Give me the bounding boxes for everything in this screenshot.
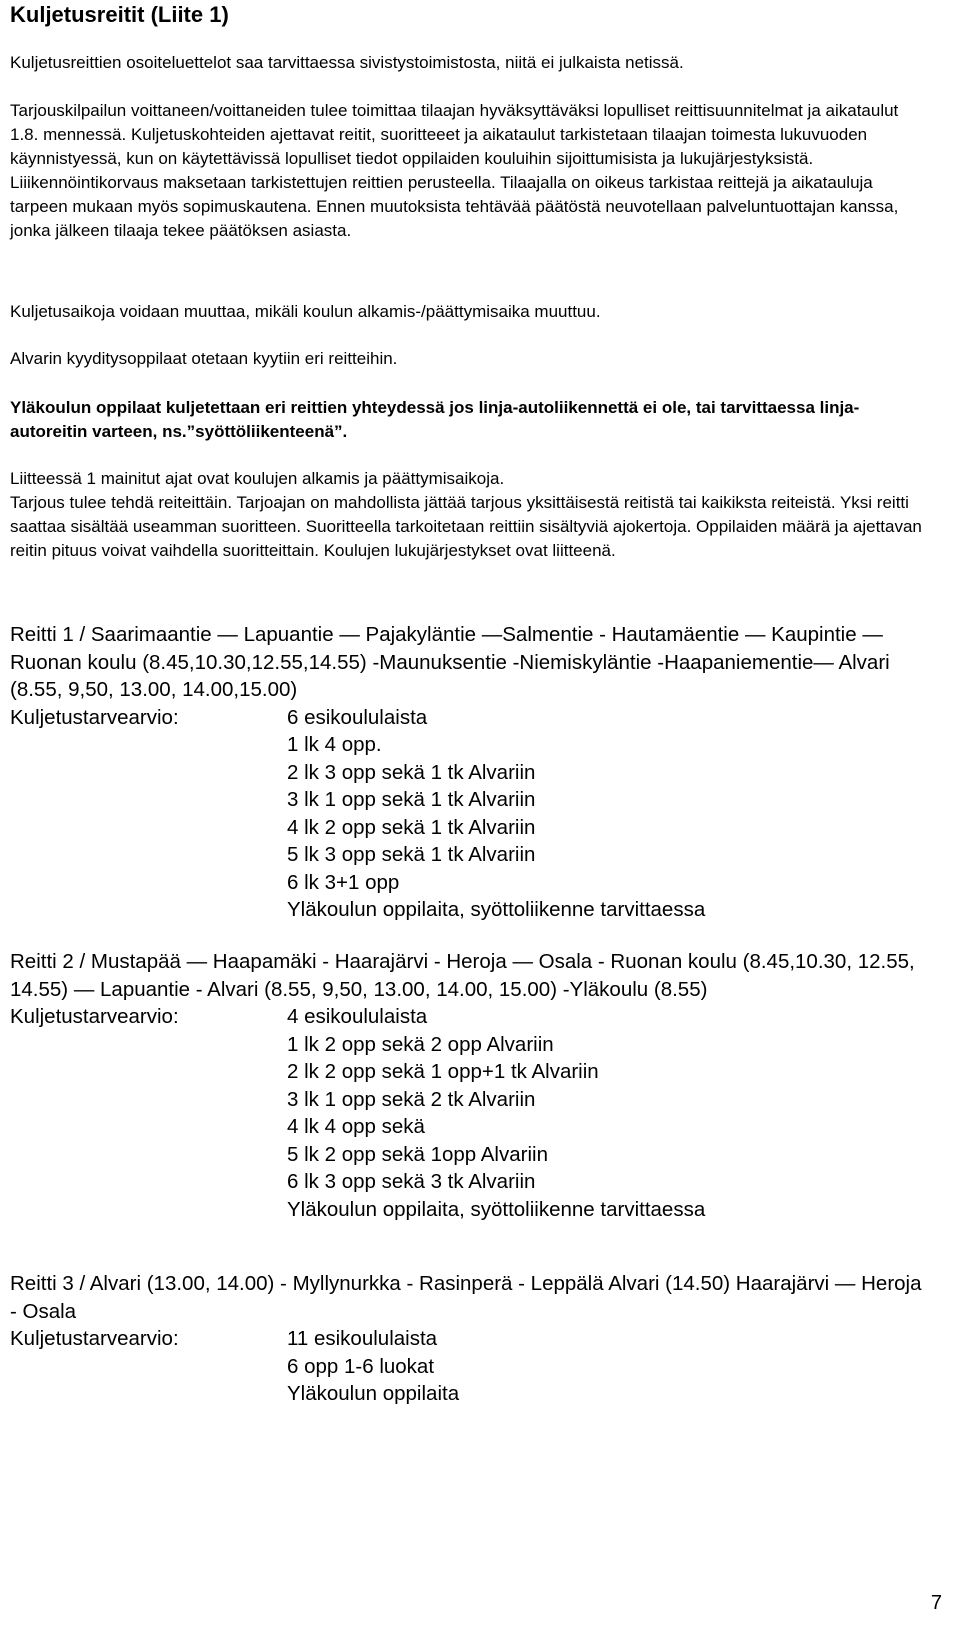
estimate-list xyxy=(287,1325,925,1408)
estimate-item: Yläkoulun oppilaita, syöttoliikenne tarvittaessa xyxy=(287,898,706,921)
route-title: Reitti 2 / Mustapää — Haapamäki - Haarajärvi - Heroja — Osala - Ruonan koulu (8.45,10.30, 12.55, 14.55) — Lapuantie - Alvari (8.55, 9,50, 13.00, 14.00, 15.00) -Yläkoulu (8.55) xyxy=(10,950,915,1001)
estimate-item: 1 lk 4 opp. xyxy=(287,733,382,756)
estimate-label: Kuljetustarvearvio: xyxy=(10,1327,179,1350)
estimate-item: 2 lk 3 opp sekä 1 tk Alvariin xyxy=(287,760,536,784)
estimate-item: 2 lk 2 opp sekä 1 opp+1 tk Alvariin xyxy=(287,1060,599,1083)
estimate-item: 6 lk 3 opp sekä 3 tk Alvariin xyxy=(287,1170,536,1193)
estimate-list xyxy=(287,704,925,924)
estimate-block xyxy=(10,1003,925,1223)
paragraph-alvari: Alvarin kyyditysoppilaat otetaan kyytiin eri reitteihin. xyxy=(10,349,398,368)
estimate-item: 6 lk 3+1 opp xyxy=(287,870,400,894)
route-3 xyxy=(10,1270,925,1408)
estimate-item: 5 lk 3 opp sekä 1 tk Alvariin xyxy=(287,843,536,866)
estimate-item: 3 lk 1 opp sekä 2 tk Alvariin xyxy=(287,1087,536,1111)
paragraph-times-info: Liitteessä 1 mainitut ajat ovat koulujen alkamis ja päättymisaikoja. xyxy=(10,469,505,488)
estimate-block xyxy=(10,704,925,924)
route-1 xyxy=(10,621,925,924)
estimate-item: 3 lk 1 opp sekä 1 tk Alvariin xyxy=(287,788,536,811)
estimate-item: 5 lk 2 opp sekä 1opp Alvariin xyxy=(287,1142,548,1166)
estimate-item: 4 lk 4 opp sekä xyxy=(287,1115,425,1138)
estimate-item: 4 esikoululaista xyxy=(287,1005,428,1028)
page-number: 7 xyxy=(930,1592,942,1614)
estimate-item: Yläkoulun oppilaita, syöttoliikenne tarvittaessa xyxy=(287,1197,706,1221)
estimate-block xyxy=(10,1325,925,1408)
estimate-label: Kuljetustarvearvio: xyxy=(10,705,179,729)
paragraph-addresses: Kuljetusreittien osoiteluettelot saa tarvittaessa sivistystoimistosta, niitä ei julkaista netissä. xyxy=(10,53,684,72)
estimate-label: Kuljetustarvearvio: xyxy=(10,1005,179,1028)
paragraph-tender-info: Tarjous tulee tehdä reiteittäin. Tarjoajan on mahdollista jättää tarjous yksittäisestä reitistä tai kaikiksta reiteistä. Yksi reitti saattaa sisältää useamman suoritteen. Suoritteella tarkoitetaan reittiin sisältyviä ajokertoja. Oppilaiden määrä ja ajettavan reitin pituus voivat vaihdella suoritteittain. Koulujen lukujärjestykset ovat liitteenä. xyxy=(10,493,922,560)
estimate-item: 1 lk 2 opp sekä 2 opp Alvariin xyxy=(287,1032,554,1056)
estimate-item: Yläkoulun oppilaita xyxy=(287,1382,460,1405)
route-title: Reitti 1 / Saarimaantie — Lapuantie — Pajakyläntie —Salmentie - Hautamäentie — Kaupintie — Ruonan koulu (8.45,10.30,12.55,14.55) -Maunuksentie -Niemiskyläntie -Haapaniementie— Alvari (8.55, 9,50, 13.00, 14.00,15.00) xyxy=(10,623,890,701)
estimate-item: 4 lk 2 opp sekä 1 tk Alvariin xyxy=(287,815,536,839)
estimate-item: 6 esikoululaista xyxy=(287,705,428,729)
paragraph-secondary-school: Yläkoulun oppilaat kuljetettaan eri reittien yhteydessä jos linja-autoliikennettä ei ole, tai tarvittaessa linja-autoreitin varteen, ns.”syöttöliikenteenä”. xyxy=(10,398,860,441)
paragraph-route-plans: Tarjouskilpailun voittaneen/voittaneiden tulee toimittaa tilaajan hyväksyttäväksi lopulliset reittisuunnitelmat ja aikataulut 1.8. mennessä. Kuljetuskohteiden ajettavat reitit, suoritteeet ja aikataulut tarkistetaan tilaajan toimesta lukuvuoden käynnistyessä, kun on käytettävissä lopulliset tiedot oppilaiden kouluihin sijoittumisista ja lukujärjestyksistä. Liiikennöintikorvaus maksetaan tarkistettujen reittien perusteella. Tilaajalla on oikeus tarkistaa reittejä ja aikatauluja tarpeen mukaan myös sopimuskautena. Ennen muutoksista tehtävää päätöstä neuvotellaan palveluntuottajan kanssa, jonka jälkeen tilaaja tekee päätöksen asiasta. xyxy=(10,101,899,240)
estimate-item: 6 opp 1-6 luokat xyxy=(287,1354,435,1378)
paragraph-time-changes: Kuljetusaikoja voidaan muuttaa, mikäli koulun alkamis-/päättymisaika muuttuu. xyxy=(10,302,601,321)
estimate-item: 11 esikoululaista xyxy=(287,1327,438,1350)
estimate-list xyxy=(287,1003,925,1223)
route-2 xyxy=(10,948,925,1223)
route-title: Reitti 3 / Alvari (13.00, 14.00) - Myllynurkka - Rasinperä - Leppälä Alvari (14.50) Haarajärvi — Heroja - Osala xyxy=(10,1272,922,1323)
document-title: Kuljetusreitit (Liite 1) xyxy=(10,2,229,27)
